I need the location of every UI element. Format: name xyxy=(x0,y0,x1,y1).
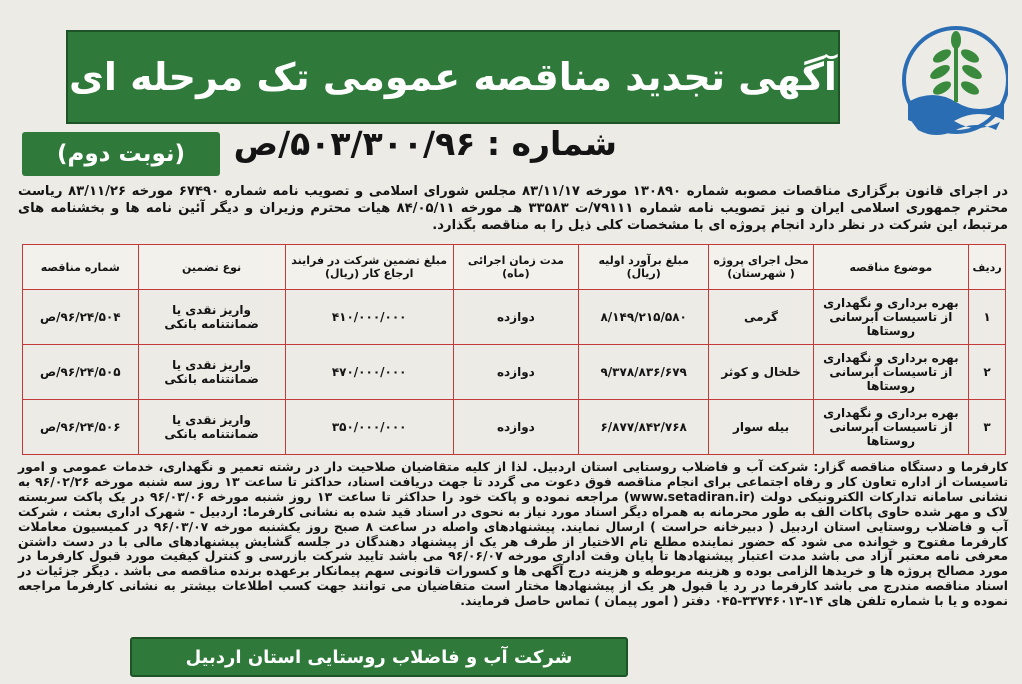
cell-guarantee: ۴۱۰/۰۰۰/۰۰۰ xyxy=(285,290,453,345)
cell-estimate: ۹/۳۷۸/۸۳۶/۶۷۹ xyxy=(578,345,708,400)
tender-table xyxy=(22,244,1006,455)
footer-banner xyxy=(130,637,628,677)
cell-row-number: ۲ xyxy=(969,345,1006,400)
company-logo xyxy=(838,10,1008,152)
header-duration: مدت زمان اجرائی (ماه) xyxy=(453,245,578,290)
cell-tender-number: ۹۶/۲۴/۵۰۴/ص xyxy=(23,290,139,345)
cell-guarantee-type: واریز نقدی یا ضمانتنامه بانکی xyxy=(138,400,285,455)
footer-company-name: شرکت آب و فاضلاب روستایی استان اردبیل xyxy=(185,646,573,668)
cell-tender-number: ۹۶/۲۴/۵۰۵/ص xyxy=(23,345,139,400)
cell-guarantee-type: واریز نقدی یا ضمانتنامه بانکی xyxy=(138,290,285,345)
cell-place: خلخال و کوثر xyxy=(709,345,813,400)
cell-guarantee: ۳۵۰/۰۰۰/۰۰۰ xyxy=(285,400,453,455)
cell-duration: دوازده xyxy=(453,345,578,400)
cell-duration: دوازده xyxy=(453,290,578,345)
table-header-row xyxy=(23,245,1006,290)
cell-duration: دوازده xyxy=(453,400,578,455)
header-guarantee: مبلغ تضمین شرکت در فرایند ارجاع کار (ریال) xyxy=(285,245,453,290)
body-paragraph: کارفرما و دستگاه مناقصه گزار: شرکت آب و فاضلاب روستایی استان اردبیل. لذا از کلیه متقاضیان صلاحیت دار در رشته تعمیر و نگهداری، خدمات عمومی و امور تاسیسات از اداره تعاون کار و رفاه اجتماعی برای انجام مناقصه فوق دعوت می گردد تا جهت دریافت اسناد، حداکثر تا ساعت ۱۳ روز سه شنبه مورخه ۹۶/۰۲/۲۶ به نشانی سامانه تدارکات الکترونیکی دولت (www.setadiran.ir) مراجعه نموده و پاکت خود را حداکثر تا ساعت ۱۳ روز شنبه مورخه ۹۶/۰۳/۰۶ در یک پاکت سربسته لاک و مهر شده حاوی پاکات الف به طور محرمانه به همراه دیگر اسناد مورد نیاز به نحوی در اسناد قید شده به نشانی کارفرما: اردبیل - شهرک اداری بعثت ، شرکت آب و فاضلاب روستایی استان اردبیل ( دبیرخانه حراست ) ارسال نمایند. پیشنهادهای واصله در ساعت ۸ صبح روز یکشنبه مورخه ۹۶/۰۳/۰۷ در کمیسیون معاملات کارفرما مفتوح و خوانده می شود که حضور نماینده مطلع تام الاختیار از طرف هر یک از پیشنهاد دهندگان در جلسه گشایش پیشنهادهای مالی با در دست داشتن معرفی نامه معتبر آزاد می باشد مدت اعتبار پیشنهادها تا پایان وقت اداری مورخه ۹۶/۰۶/۰۷ می باشد تایید شرکت بازرسی و کنترل کیفیت مورد قبول کارفرما در مورد مصالح پروژه ها و خریدها الزامی بوده و هزینه مربوطه و هزینه درج آگهی ها و کسورات قانونی سهم پیمانکار برعهده برنده مناقصه می باشد . دیگر جزئیات در اسناد مناقصه مندرج می باشد کارفرما در رد یا قبول هر یک از پیشنهادها مختار است متقاضیان می توانند جهت کسب اطلاعات بیشتر به نشانی کارفرما مراجعه نموده و یا با شماره تلفن های ۱۴-۳۳۷۴۶۰۱۳-۰۴۵ دفتر ( امور پیمان ) تماس حاصل فرمایند. xyxy=(18,459,1008,609)
cell-subject: بهره برداری و نگهداری از تاسیسات آبرسانی روستاها xyxy=(813,290,968,345)
cell-estimate: ۸/۱۴۹/۲۱۵/۵۸۰ xyxy=(578,290,708,345)
cell-place: بیله سوار xyxy=(709,400,813,455)
cell-subject: بهره برداری و نگهداری از تاسیسات آبرسانی روستاها xyxy=(813,345,968,400)
cell-place: گرمی xyxy=(709,290,813,345)
header-estimate: مبلغ برآورد اولیه (ریال) xyxy=(578,245,708,290)
title-banner xyxy=(66,30,840,124)
cell-subject: بهره برداری و نگهداری از تاسیسات آبرسانی روستاها xyxy=(813,400,968,455)
table-row xyxy=(23,400,1006,455)
round-badge: (نوبت دوم) xyxy=(22,132,220,176)
cell-guarantee: ۴۷۰/۰۰۰/۰۰۰ xyxy=(285,345,453,400)
cell-estimate: ۶/۸۷۷/۸۴۲/۷۶۸ xyxy=(578,400,708,455)
header-row-number: ردیف xyxy=(969,245,1006,290)
cell-row-number: ۱ xyxy=(969,290,1006,345)
tender-number: شماره : ۵۰۳/۳۰۰/۹۶/ص xyxy=(233,124,617,163)
page-title: آگهی تجدید مناقصه عمومی تک مرحله ای xyxy=(69,55,837,99)
header-tender-number: شماره مناقصه xyxy=(23,245,139,290)
cell-guarantee-type: واریز نقدی یا ضمانتنامه بانکی xyxy=(138,345,285,400)
table-row xyxy=(23,290,1006,345)
header-place: محل اجرای پروژه ( شهرستان) xyxy=(709,245,813,290)
header-guarantee-type: نوع تضمین xyxy=(138,245,285,290)
cell-row-number: ۳ xyxy=(969,400,1006,455)
cell-tender-number: ۹۶/۲۴/۵۰۶/ص xyxy=(23,400,139,455)
table-row xyxy=(23,345,1006,400)
intro-paragraph: در اجرای قانون برگزاری مناقصات مصوبه شماره ۱۳۰۸۹۰ مورخه ۸۳/۱۱/۱۷ مجلس شورای اسلامی و تصویب نامه شماره ۶۷۴۹۰ مورخه ۸۳/۱۱/۲۶ ریاست محترم جمهوری اسلامی ایران و نیز تصویب نامه شماره ۷۹۱۱۱/ت ۳۳۵۸۳ هـ مورخه ۸۴/۰۵/۱۱ هیات محترم وزیران و دیگر آئین نامه ها و بخشنامه های مرتبط، این شرکت در نظر دارد انجام پروژه ای با مشخصات کلی ذیل را به مناقصه بگذارد. xyxy=(18,184,1008,233)
header-subject: موضوع مناقصه xyxy=(813,245,968,290)
